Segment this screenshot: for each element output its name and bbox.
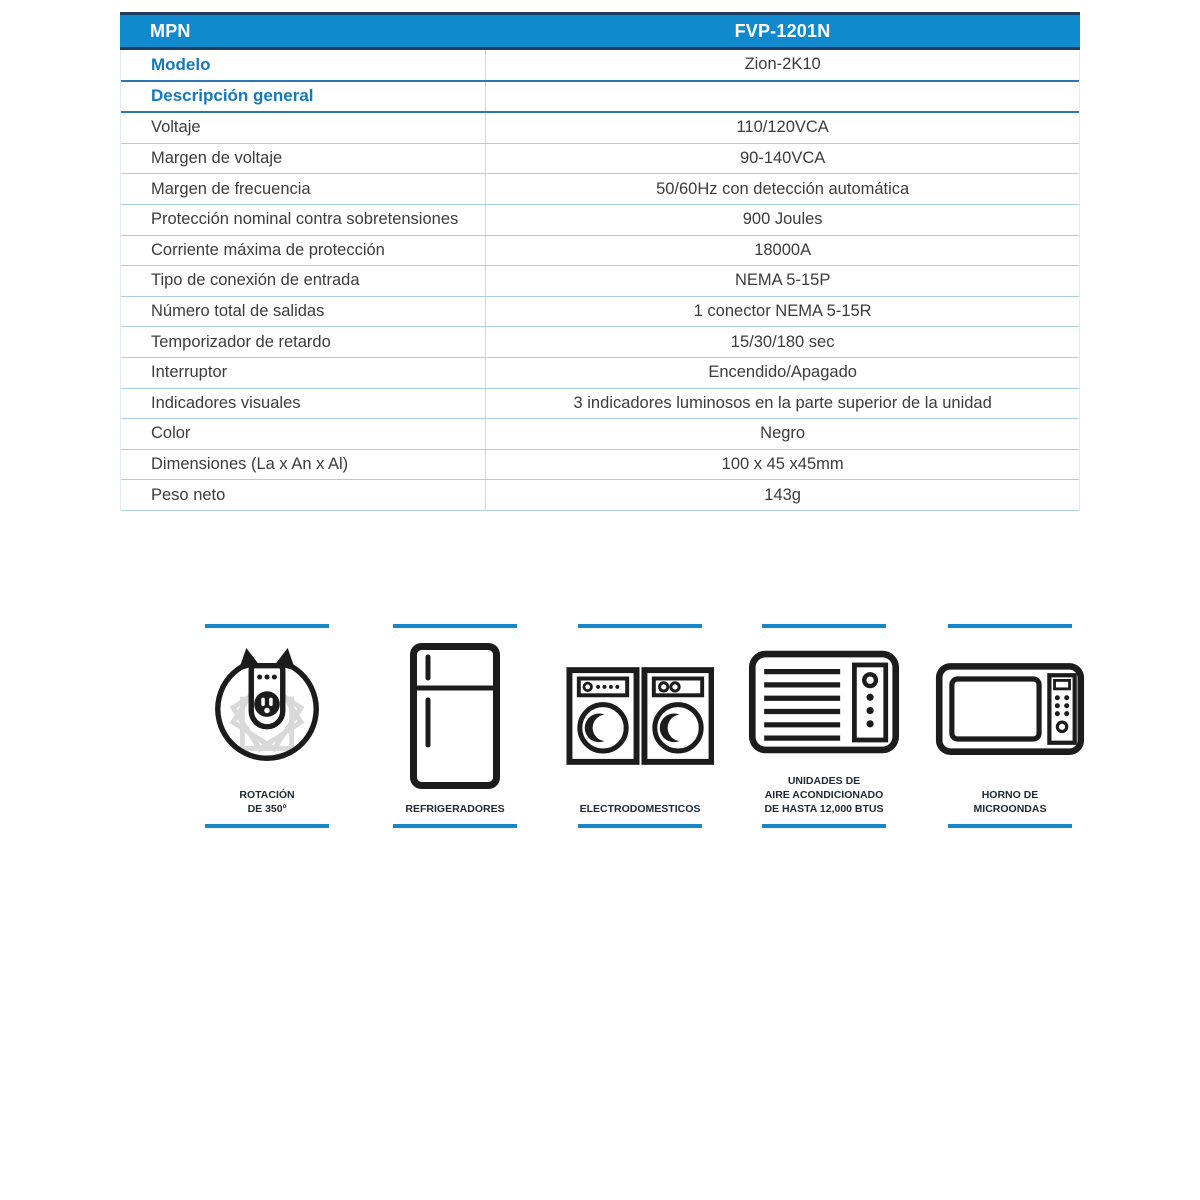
spec-label: Tipo de conexión de entrada	[151, 271, 360, 290]
table-body	[120, 50, 1080, 511]
washer-dryer-icon	[560, 628, 720, 803]
table-row	[121, 205, 1079, 236]
tile-bottom-rule	[762, 824, 886, 828]
table-row	[121, 450, 1079, 481]
table-row	[121, 266, 1079, 297]
tile-refrigerators	[375, 624, 535, 828]
header-mpn-value: FVP-1201N	[734, 20, 831, 41]
spec-label: Voltaje	[151, 118, 201, 137]
spec-label: Descripción general	[151, 86, 314, 106]
spec-value: 50/60Hz con detección automática	[485, 174, 1079, 204]
table-row	[121, 419, 1079, 450]
spec-value: 18000A	[485, 236, 1079, 266]
tile-label	[375, 803, 535, 817]
spec-value: 900 Joules	[485, 205, 1079, 235]
table-row	[121, 82, 1079, 114]
table-row	[121, 236, 1079, 267]
tile-label-line: HORNO DE	[981, 789, 1039, 802]
tile-bottom-rule	[948, 824, 1072, 828]
microwave-icon	[930, 628, 1090, 789]
spec-value: 3 indicadores luminosos en la parte superior de la unidad	[485, 389, 1079, 419]
spec-label: Protección nominal contra sobretensiones	[151, 210, 459, 229]
spec-label: Color	[151, 424, 191, 443]
spec-value: 110/120VCA	[485, 113, 1079, 143]
tile-label-line: MICROONDAS	[973, 803, 1047, 816]
tile-bottom-rule	[393, 824, 517, 828]
tile-label-line: ROTACIÓN	[239, 789, 295, 802]
table-row	[121, 389, 1079, 420]
tile-air-conditioner	[744, 624, 904, 828]
spec-value: 143g	[485, 480, 1079, 510]
spec-value: 1 conector NEMA 5-15R	[485, 297, 1079, 327]
spec-value: 15/30/180 sec	[485, 327, 1079, 357]
tile-label-line: ELECTRODOMESTICOS	[579, 803, 701, 816]
spec-value	[485, 82, 1079, 112]
tile-label-line: REFRIGERADORES	[405, 803, 505, 816]
spec-label: Indicadores visuales	[151, 393, 301, 412]
tile-label-line: UNIDADES DE	[787, 775, 861, 788]
spec-label: Número total de salidas	[151, 302, 325, 321]
tile-label	[187, 789, 347, 817]
spec-value: NEMA 5-15P	[485, 266, 1079, 296]
table-row	[121, 297, 1079, 328]
table-row	[121, 480, 1079, 511]
tile-label	[744, 775, 904, 817]
spec-label: Dimensiones (La x An x Al)	[151, 455, 349, 474]
rotation-350-icon	[187, 628, 347, 789]
tile-appliances	[560, 624, 720, 828]
refrigerator-icon	[375, 628, 535, 803]
compatibility-icons-band	[0, 624, 1200, 834]
spec-label: Margen de frecuencia	[151, 179, 311, 198]
spec-value: Negro	[485, 419, 1079, 449]
tile-rotation	[187, 624, 347, 828]
spec-label: Temporizador de retardo	[151, 332, 331, 351]
spec-value: 90-140VCA	[485, 144, 1079, 174]
spec-table	[120, 12, 1080, 511]
spec-label: Corriente máxima de protección	[151, 240, 385, 259]
table-row	[121, 174, 1079, 205]
tile-bottom-rule	[205, 824, 329, 828]
table-header-row	[120, 12, 1080, 50]
tile-label-line: DE 350º	[247, 803, 287, 816]
tile-label-line: AIRE ACONDICIONADO	[764, 789, 884, 802]
tile-label-line: DE HASTA 12,000 BTUS	[764, 803, 884, 816]
spec-label: Interruptor	[151, 363, 228, 382]
table-row	[121, 327, 1079, 358]
spec-value: Encendido/Apagado	[485, 358, 1079, 388]
tile-bottom-rule	[578, 824, 702, 828]
table-row	[121, 50, 1079, 82]
spec-label: Peso neto	[151, 485, 226, 504]
table-row	[121, 113, 1079, 144]
spec-label: Modelo	[151, 54, 211, 74]
spec-label: Margen de voltaje	[151, 149, 283, 168]
header-mpn-label: MPN	[150, 20, 191, 41]
air-conditioner-icon	[744, 628, 904, 775]
tile-microwave	[930, 624, 1090, 828]
table-row	[121, 144, 1079, 175]
spec-value: Zion-2K10	[485, 50, 1079, 80]
spec-value: 100 x 45 x45mm	[485, 450, 1079, 480]
table-row	[121, 358, 1079, 389]
tile-label	[930, 789, 1090, 817]
tile-label	[560, 803, 720, 817]
